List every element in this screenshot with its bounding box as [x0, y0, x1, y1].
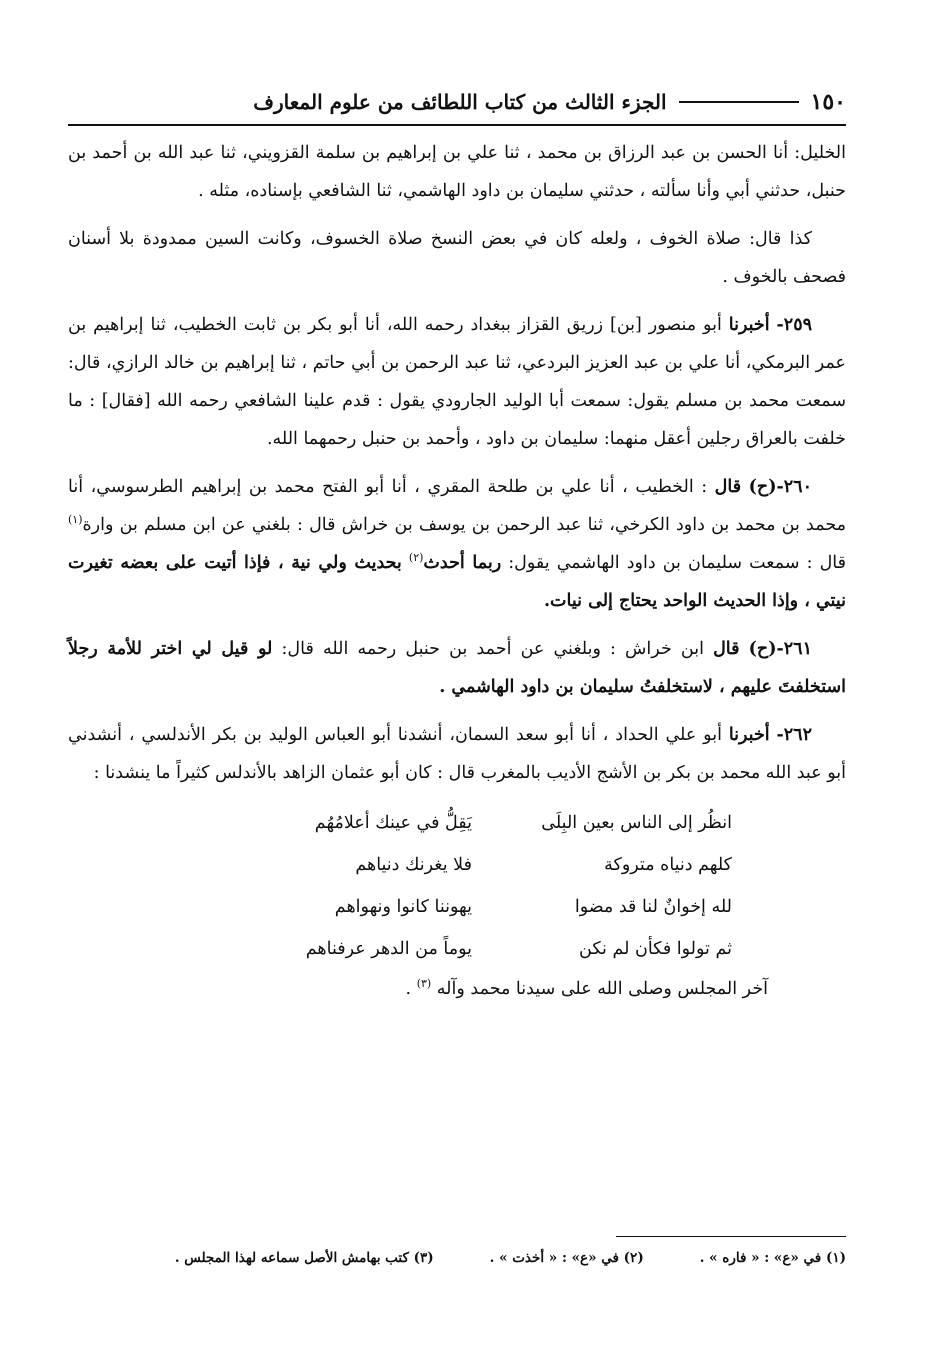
paragraph-text: : الخطيب ، أنا علي بن طلحة المقري ، أنا أبو الفتح محمد بن إبراهيم الطرسوسي، أنا محمد بن محمد بن داود الكرخي، ثنا عبد الرحمن بن يوسف بن خراش قال : بلغني عن ابن مسلم بن وارة [68, 477, 846, 535]
poem-verse [68, 928, 846, 970]
second-hemistich: فلا يغرنك دنياهم [355, 855, 472, 875]
quote-text: بحديث ولي نية ، فإذا أتيت على بعضه تغيرت نيتي ، وإذا الحديث الواحد يحتاج إلى نيات. [68, 553, 846, 611]
first-hemistich: لله إخوانٌ لنا قد مضوا [574, 897, 732, 917]
first-hemistich: ثم تولوا فكأن لم نكن [579, 939, 732, 959]
hadith-number: ٢٥٩- [776, 315, 812, 335]
footnote-3: (٣) كتب بهامش الأصل سماعه لهذا المجلس . [174, 1250, 434, 1266]
paragraph-1: الخليل: أنا الحسن بن عبد الرزاق بن محمد ، ثنا علي بن إبراهيم بن سلمة القزويني، ثنا عبد الله بن أحمد بن حنبل، حدثني أبي وأنا سألته ، حدثني سليمان بن داود الهاشمي، ثنا الشافعي بإسناده، مثله . [68, 143, 846, 201]
lead-word: أخبرنا [728, 315, 770, 335]
paragraph-260 [68, 468, 846, 620]
first-hemistich: انظُر إلى الناس بعين البِلَى [541, 813, 732, 833]
paragraph-261 [68, 630, 846, 706]
hadith-number: ٢٦٠-(ح) [748, 477, 812, 497]
hadith-number: ٢٦١-(ح) [748, 639, 812, 659]
page-number: ١٥٠ [810, 89, 846, 115]
quote-text: ربما أحدث [423, 553, 502, 573]
first-hemistich: كلهم دنياه متروكة [604, 855, 732, 875]
quote-text: لو قيل لي اختر للأمة رجلاً استخلفتَ عليهم ، لاستخلفتُ سليمان بن داود الهاشمي . [68, 639, 846, 697]
second-hemistich: يوماً من الدهر عرفناهم [305, 939, 472, 959]
footnotes [68, 1250, 846, 1266]
paragraph-2: كذا قال: صلاة الخوف ، ولعله كان في بعض النسخ صلاة الخسوف، وكانت السين ممدودة بلا أسنان فصحف بالخوف . [68, 229, 846, 287]
footnote-2: (٢) في «ع» : « أخذت » . [489, 1250, 644, 1266]
closing-line [68, 970, 768, 1008]
footnote-marker: (٣) [416, 977, 432, 991]
paragraph-text: قال : سمعت سليمان بن داود الهاشمي يقول: [508, 553, 846, 573]
running-head [68, 84, 846, 126]
second-hemistich: يَقِلُّ في عينك أعلامُهُم [314, 813, 472, 833]
paragraph-text: ابن خراش : وبلغني عن أحمد بن حنبل رحمه الله قال: [281, 639, 704, 659]
footnote-marker: (٢) [408, 551, 424, 565]
footnote-rule [616, 1236, 846, 1237]
paragraph-262 [68, 716, 846, 792]
paragraph-259 [68, 306, 846, 458]
poem-verse [68, 844, 846, 886]
poem-verse [68, 802, 846, 844]
book-page [68, 60, 846, 1320]
lead-word: أخبرنا [728, 725, 770, 745]
closing-text: آخر المجلس وصلى الله على سيدنا محمد وآله [436, 979, 768, 999]
running-title: الجزء الثالث من كتاب اللطائف من علوم المعارف [253, 90, 667, 114]
paragraph-text: أبو علي الحداد ، أنا أبو سعد السمان، أنشدنا أبو العباس الوليد بن بكر الأندلسي ، أنشدني أبو عبد الله محمد بن بكر بن الأشج الأديب بالمغرب قال : كان أبو عثمان الزاهد بالأندلس كثيراً ما ينشدنا : [68, 725, 846, 783]
second-hemistich: يهوننا كانوا ونهواهم [334, 897, 472, 917]
lead-word: قال [714, 477, 742, 497]
footnote-marker: (١) [68, 513, 83, 527]
body-text [68, 134, 846, 1008]
lead-word: قال [713, 639, 740, 659]
footnote-1: (١) في «ع» : « فاره » . [699, 1250, 846, 1266]
paragraph-text: أبو منصور [بن] زريق القزاز ببغداد رحمه الله، أنا أبو بكر بن ثابت الخطيب، ثنا إبراهيم بن عمر البرمكي، أنا علي بن عبد العزيز البردعي، ثنا عبد الرحمن بن أبي حاتم ، ثنا إبراهيم بن خالد الرازي، قال: سمعت محمد بن مسلم يقول: سمعت أبا الوليد الجارودي يقول : قدم علينا الشافعي رحمه الله [فقال] : ما خلفت بالعراق رجلين أعقل منهما: سليمان بن داود ، وأحمد بن حنبل رحمهما الله. [68, 315, 846, 449]
header-rule [679, 101, 799, 103]
poem [68, 802, 846, 970]
poem-verse [68, 886, 846, 928]
closing-end: . [405, 979, 412, 999]
hadith-number: ٢٦٢- [776, 725, 812, 745]
